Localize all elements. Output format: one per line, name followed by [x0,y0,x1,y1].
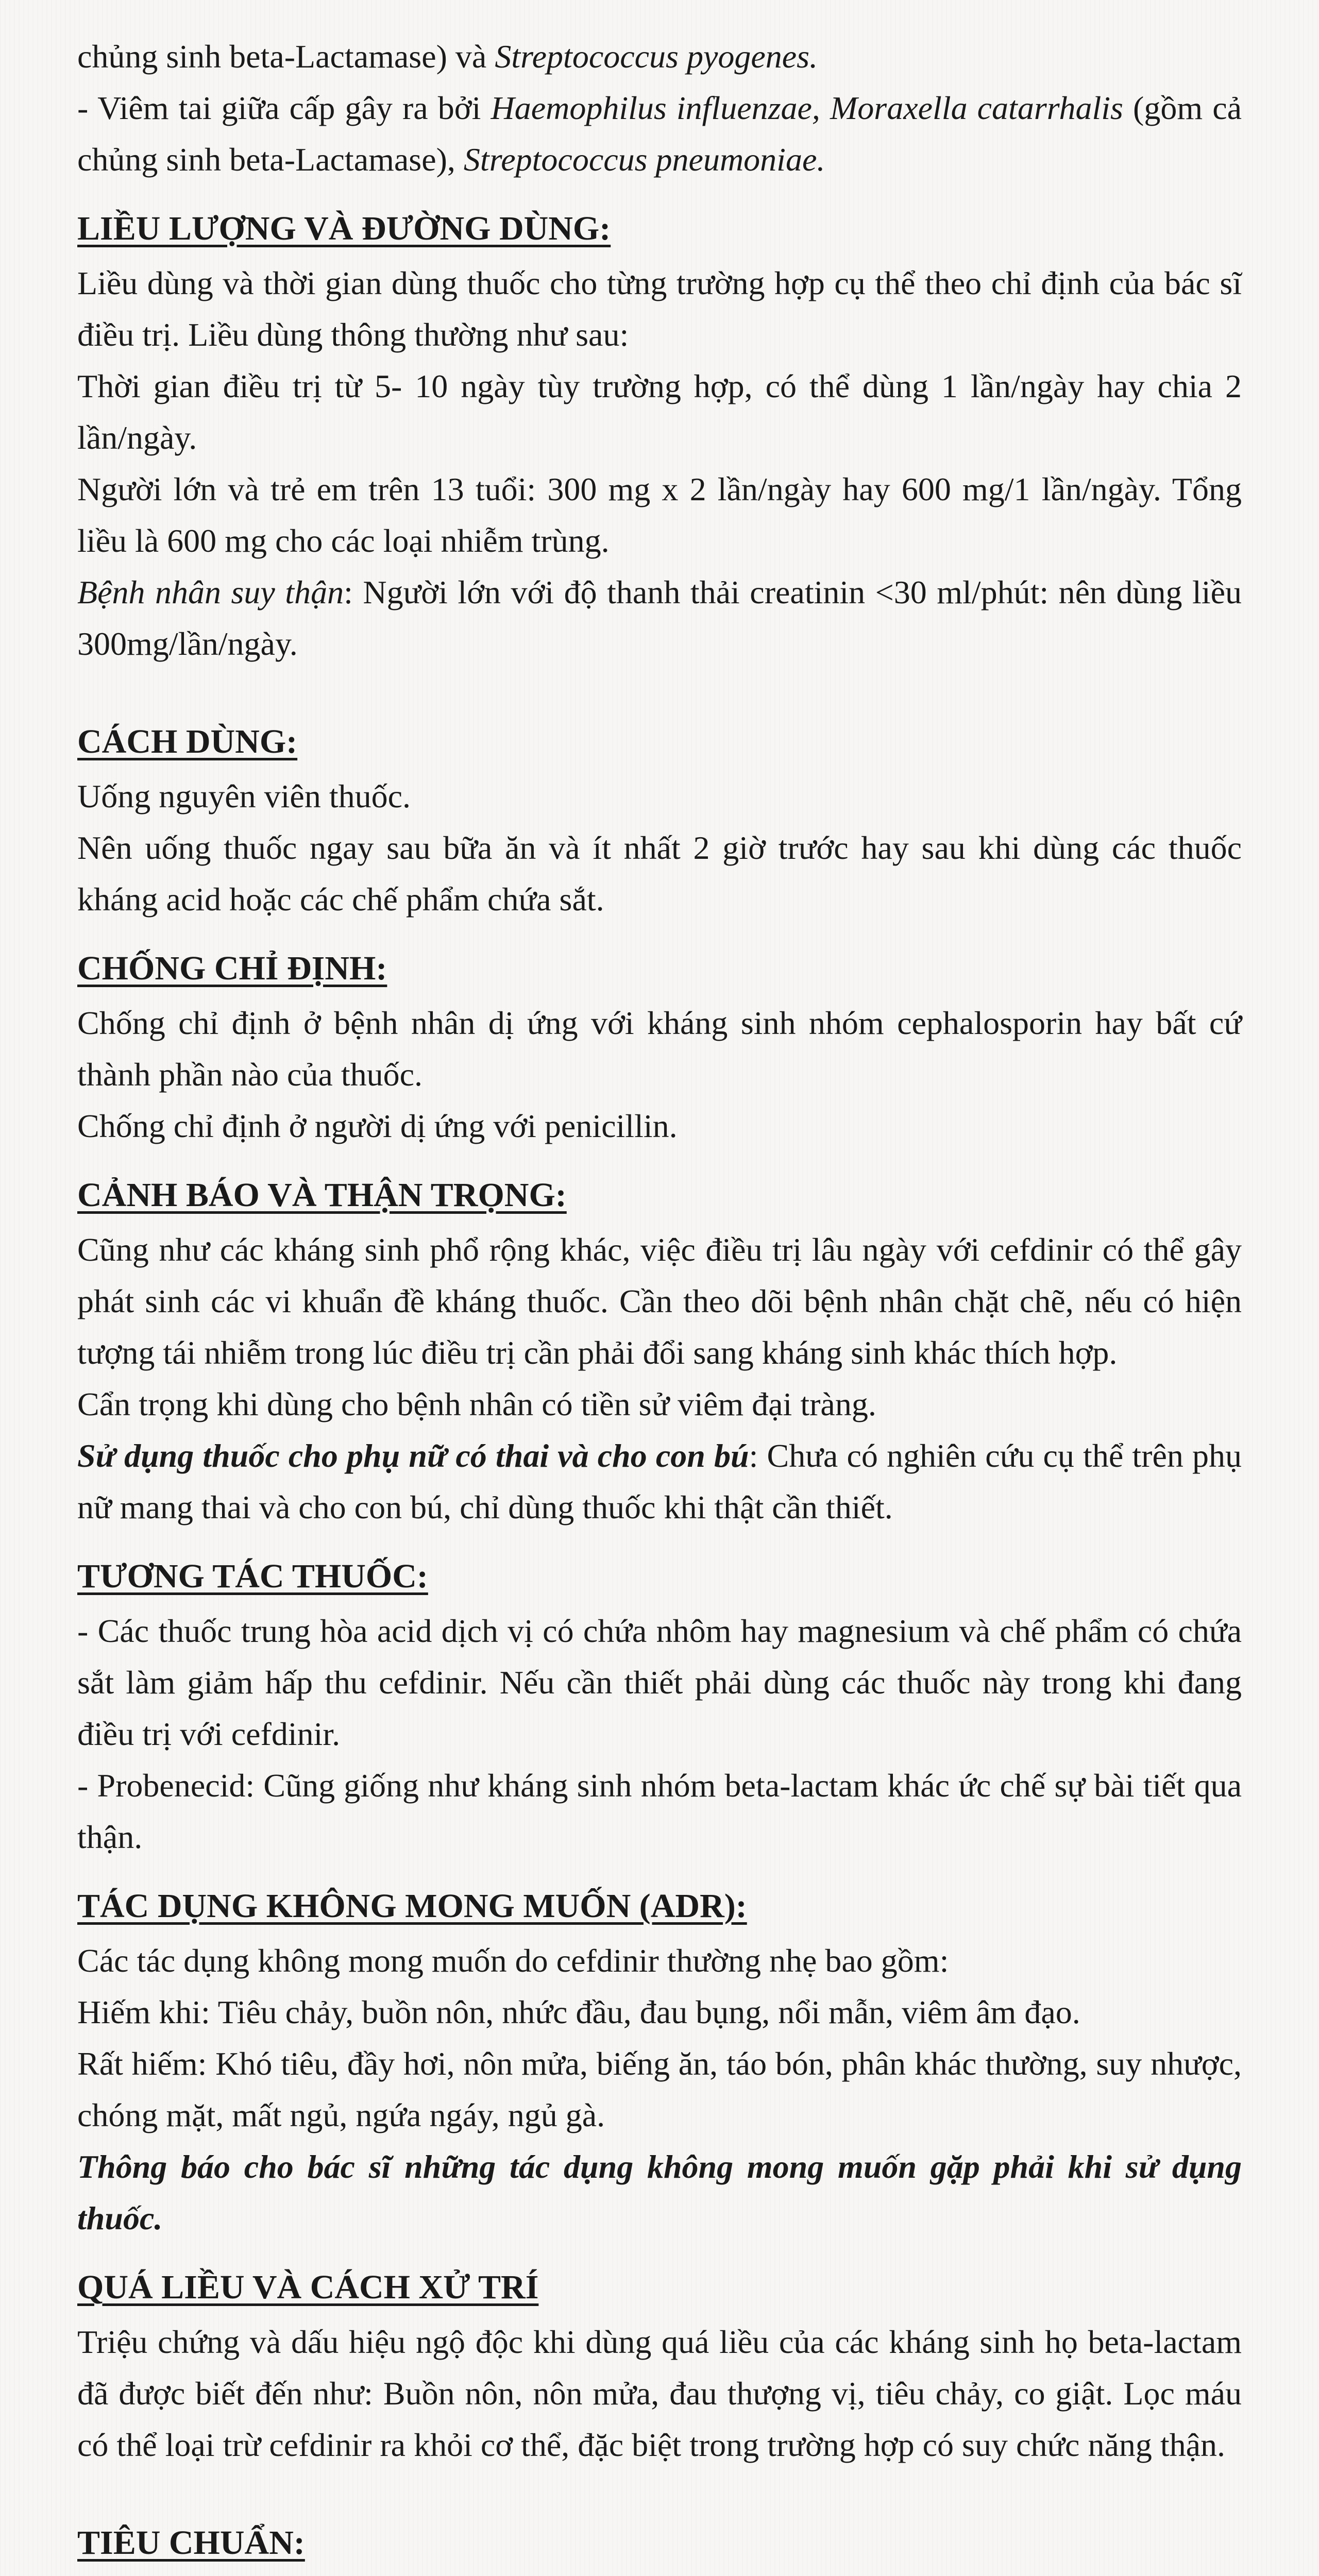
adr-p4 [77,2141,1242,2244]
overdose-section [77,2259,1242,2471]
warnings-section [77,1166,1242,1533]
warnings-p3 [77,1430,1242,1533]
usage-heading: CÁCH DÙNG: [77,723,298,760]
intro-line-1 [77,31,1242,82]
dosage-p2: Thời gian điều trị từ 5- 10 ngày tùy trường hợp, có thể dùng 1 lần/ngày hay chia 2 lần/ngày. [77,368,1242,456]
contraindication-p1: Chống chỉ định ở bệnh nhân dị ứng với kháng sinh nhóm cephalosporin hay bất cứ thành phần nào của thuốc. [77,1005,1242,1093]
dosage-p4-italic: Bệnh nhân suy thận [77,574,344,611]
intro-section [77,31,1242,185]
adr-heading: TÁC DỤNG KHÔNG MONG MUỐN (ADR): [77,1887,747,1925]
overdose-p1: Triệu chứng và dấu hiệu ngộ độc khi dùng quá liều của các kháng sinh họ beta-lactam đã được biết đến như: Buồn nôn, nôn mửa, đau thượng vị, tiêu chảy, co giật. Lọc máu có thể loại trừ cefdinir ra khỏi cơ thể, đặc biệt trong trường hợp có suy chức năng thận. [77,2324,1242,2463]
dosage-heading: LIỀU LƯỢNG VÀ ĐƯỜNG DÙNG: [77,210,611,247]
interactions-p1: - Các thuốc trung hòa acid dịch vị có chứa nhôm hay magnesium và chế phẩm có chứa sắt làm giảm hấp thu cefdinir. Nếu cần thiết phải dùng các thuốc này trong khi đang điều trị với cefdinir. [77,1613,1242,1752]
overdose-heading: QUÁ LIỀU VÀ CÁCH XỬ TRÍ [77,2268,539,2306]
adr-p4-bold: Thông báo cho bác sĩ những tác dụng không mong muốn gặp phải khi sử dụng thuốc. [77,2148,1242,2236]
warnings-p1: Cũng như các kháng sinh phổ rộng khác, việc điều trị lâu ngày với cefdinir có thể gây phát sinh các vi khuẩn đề kháng thuốc. Cần theo dõi bệnh nhân chặt chẽ, nếu có hiện tượng tái nhiễm trong lúc điều trị cần phải đổi sang kháng sinh khác thích hợp. [77,1231,1242,1371]
usage-section [77,713,1242,925]
warnings-p2: Cẩn trọng khi dùng cho bệnh nhân có tiền sử viêm đại tràng. [77,1386,876,1422]
contraindication-heading: CHỐNG CHỈ ĐỊNH: [77,950,387,987]
dosage-section [77,200,1242,670]
intro-line-1-italic: Streptococcus pyogenes. [495,38,818,75]
dosage-p4-text: : Người lớn với độ thanh thải creatinin <30 ml/phút: nên dùng liều 300mg/lần/ngày. [77,574,1242,662]
dosage-p3: Người lớn và trẻ em trên 13 tuổi: 300 mg x 2 lần/ngày hay 600 mg/1 lần/ngày. Tổng liều là 600 mg cho các loại nhiễm trùng. [77,471,1242,559]
intro-line-2-italic-a: Haemophilus influenzae, Moraxella catarrhalis [491,90,1123,126]
interactions-section [77,1548,1242,1863]
intro-line-2-mid: (gồm cả chủng sinh beta-Lactamase), [77,90,1242,178]
standard-heading: TIÊU CHUẨN: [77,2524,305,2562]
contraindication-section [77,940,1242,1152]
adr-p3: Rất hiếm: Khó tiêu, đầy hơi, nôn mửa, biếng ăn, táo bón, phân khác thường, suy nhược, chóng mặt, mất ngủ, ngứa ngáy, ngủ gà. [77,2045,1242,2133]
warnings-p3-text: : Chưa có nghiên cứu cụ thể trên phụ nữ mang thai và cho con bú, chỉ dùng thuốc khi thật cần thiết. [77,1437,1242,1526]
warnings-p3-bold: Sử dụng thuốc cho phụ nữ có thai và cho con bú [77,1437,749,1474]
usage-p1: Uống nguyên viên thuốc. [77,778,411,815]
dosage-p4 [77,567,1242,670]
adr-section [77,1877,1242,2244]
usage-p2: Nên uống thuốc ngay sau bữa ăn và ít nhất 2 giờ trước hay sau khi dùng các thuốc kháng acid hoặc các chế phẩm chứa sắt. [77,829,1242,918]
adr-p2: Hiếm khi: Tiêu chảy, buồn nôn, nhức đầu, đau bụng, nổi mẫn, viêm âm đạo. [77,1994,1080,2030]
interactions-heading: TƯƠNG TÁC THUỐC: [77,1557,428,1595]
standard-p1 [77,2572,1242,2576]
intro-line-2 [77,82,1242,185]
warnings-heading: CẢNH BÁO VÀ THẬN TRỌNG: [77,1176,567,1214]
intro-line-1-text: chủng sinh beta-Lactamase) và [77,38,495,75]
adr-p1: Các tác dụng không mong muốn do cefdinir thường nhẹ bao gồm: [77,1942,949,1979]
dosage-p1: Liều dùng và thời gian dùng thuốc cho từng trường hợp cụ thể theo chỉ định của bác sĩ điều trị. Liều dùng thông thường như sau: [77,265,1242,353]
contraindication-p2: Chống chỉ định ở người dị ứng với penicillin. [77,1108,678,1144]
intro-line-2-text: - Viêm tai giữa cấp gây ra bởi [77,90,491,126]
interactions-p2: - Probenecid: Cũng giống như kháng sinh nhóm beta-lactam khác ức chế sự bài tiết qua thận. [77,1767,1242,1855]
standard-section [77,2514,1242,2576]
intro-line-2-italic-b: Streptococcus pneumoniae. [463,141,825,178]
